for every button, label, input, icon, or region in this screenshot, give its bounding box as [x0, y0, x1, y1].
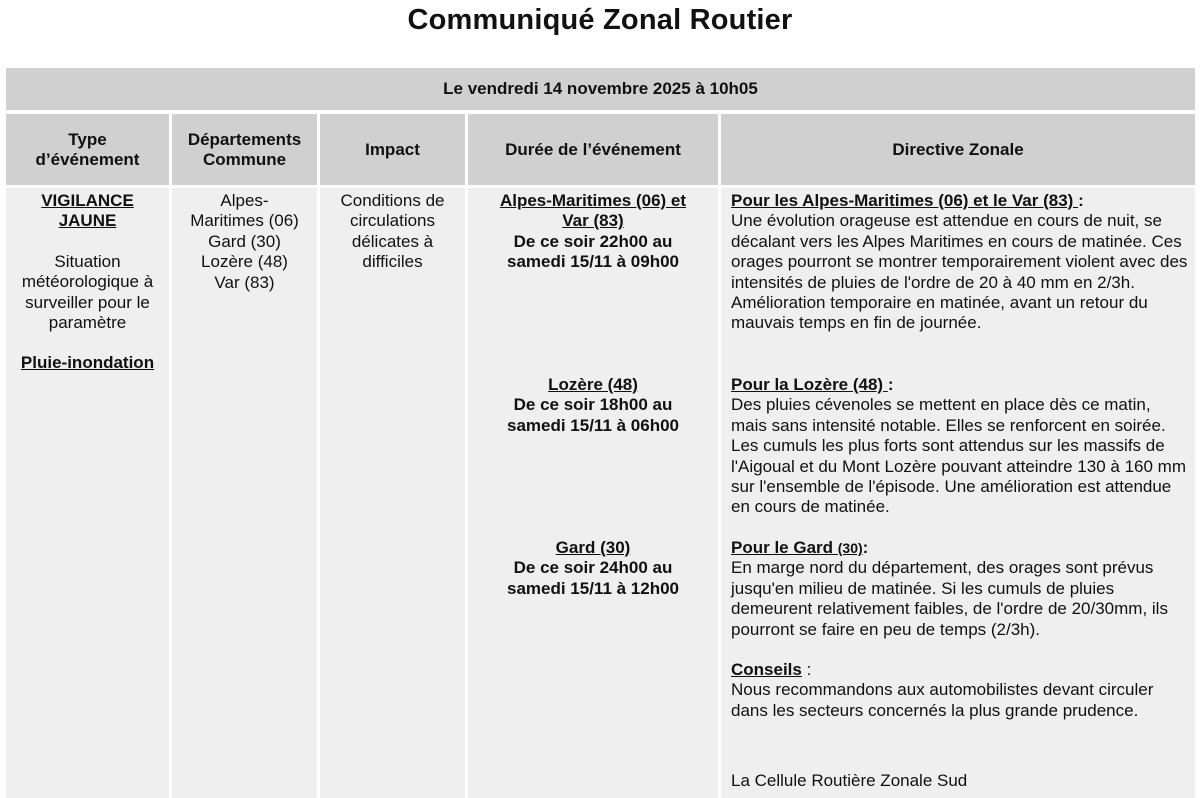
duration-block-lozere — [468, 375, 718, 436]
directive-colon: : — [862, 538, 869, 557]
page-title: Communiqué Zonal Routier — [407, 4, 793, 36]
header-commune-label: Commune — [202, 149, 287, 169]
duration-block-am-var — [468, 191, 718, 273]
vigilance-label: VIGILANCE JAUNE — [41, 191, 134, 231]
duration-block-gard — [468, 538, 718, 599]
situation-text: Situation météorologique à surveiller pour le paramètre — [21, 251, 154, 333]
impact-text: Conditions de circulations délicates à difficiles — [340, 191, 445, 272]
directive-gard — [731, 538, 1189, 640]
departement-item: Gard (30) — [208, 231, 281, 251]
duration-period: De ce soir 18h00 au samedi 15/11 à 06h00 — [506, 395, 680, 435]
duration-period: De ce soir 22h00 au samedi 15/11 à 09h00 — [506, 231, 680, 272]
header-impact-label: Impact — [365, 139, 420, 159]
header-duree — [468, 114, 718, 185]
departement-item: Var (83) — [214, 272, 275, 292]
duration-place: Gard (30) — [555, 538, 631, 557]
directive-conseils-text: Nous recommandons aux automobilistes devant circuler dans les secteurs concernés la plus grande prudence. — [731, 680, 1154, 720]
header-directive — [721, 114, 1195, 185]
signature-text: La Cellule Routière Zonale Sud — [731, 771, 968, 790]
header-impact — [320, 114, 465, 185]
directive-colon: : — [1078, 191, 1084, 210]
duration-place: Alpes-Maritimes (06) et Var (83) — [499, 191, 687, 231]
directive-colon: : — [806, 660, 812, 679]
directive-lozere-text: Des pluies cévenoles se mettent en place dès ce matin, mais sans intensité notable. Elles se renforcent en soirée. Les cumuls les plus forts sont attendus sur les massifs de l'Aigoual et du Mont Lozère pouvant atteindre 130 à 160 mm sur l'ensemble de l'épisode. Une amélioration est attendue en cours de matinée. — [731, 395, 1186, 517]
departements-cell — [172, 188, 317, 798]
impact-cell — [320, 188, 465, 798]
header-type-label: Type d’événement — [35, 129, 140, 169]
header-departements-label: Départements — [187, 129, 302, 149]
header-directive-label: Directive Zonale — [892, 139, 1024, 159]
departement-item: Alpes-Maritimes (06) — [190, 191, 299, 231]
directive-am-var-text: Une évolution orageuse est attendue en cours de nuit, se décalant vers les Alpes Maritimes en cours de matinée. Ces orages pourront se montrer temporairement violent avec des intensités de pluies de l'ordre de 20 à 40 mm en 2/3h. Amélioration temporaire en matinée, avant un retour du mauvais temps en fin de journée. — [731, 211, 1188, 333]
directive-lozere-title: Pour la Lozère (48) — [731, 375, 888, 394]
departement-item: Lozère (48) — [201, 252, 288, 272]
directive-gard-text: En marge nord du département, des orages sont prévus jusqu'en milieu de matinée. Si les cumuls de pluies demeurent relativement faibles, de l'ordre de 20/30mm, ils pourront se faire en peu de temps (2/3h). — [731, 558, 1168, 639]
duree-cell — [468, 188, 718, 798]
header-duree-label: Durée de l’événement — [505, 139, 681, 159]
directive-colon: : — [887, 375, 894, 394]
directive-conseils-title: Conseils — [731, 660, 802, 679]
directive-am-var-title: Pour les Alpes-Maritimes (06) et le Var (83) — [731, 191, 1079, 210]
parametre-label: Pluie-inondation — [20, 353, 155, 373]
directive-conseils — [731, 660, 1189, 721]
directive-cell — [721, 188, 1195, 798]
duration-place: Lozère (48) — [548, 375, 638, 394]
directive-gard-code: (30) — [837, 540, 863, 556]
directive-gard-title: Pour le Gard — [731, 538, 838, 557]
directive-am-var — [731, 191, 1189, 334]
date-header: Le vendredi 14 novembre 2025 à 10h05 — [6, 68, 1195, 110]
header-departements — [172, 114, 317, 185]
directive-lozere — [731, 375, 1189, 518]
duration-period: De ce soir 24h00 au samedi 15/11 à 12h00 — [506, 558, 680, 598]
header-type — [6, 114, 169, 185]
directive-signature — [731, 771, 1189, 791]
type-cell — [6, 188, 169, 798]
